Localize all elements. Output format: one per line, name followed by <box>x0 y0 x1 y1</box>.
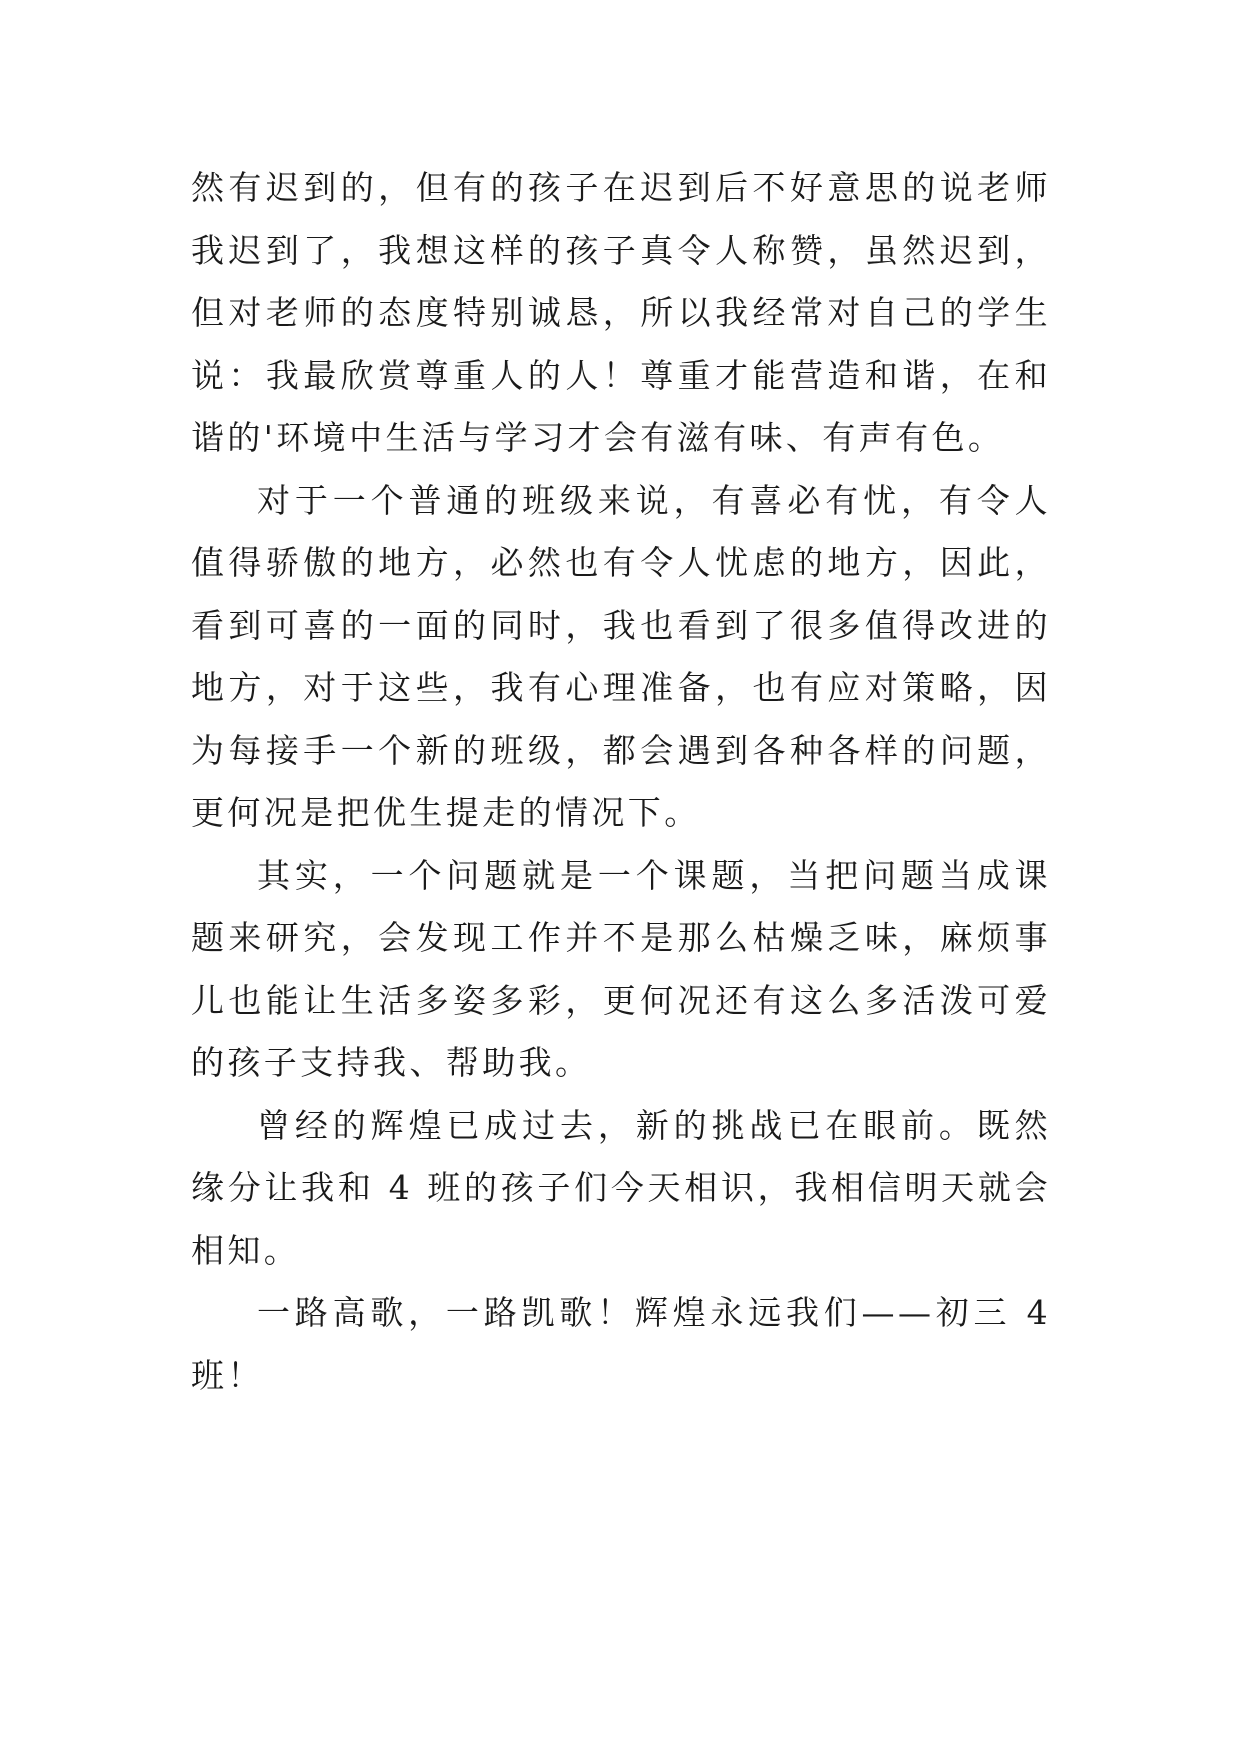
document-body <box>191 157 1051 1407</box>
paragraph-continuation: 然有迟到的，但有的孩子在迟到后不好意思的说老师我迟到了，我想这样的孩子真令人称赞，虽然迟到，但对老师的态度特别诚恳，所以我经常对自己的学生说：我最欣赏尊重人的人！尊重才能营造和谐，在和谐的'环境中生活与学习才会有滋有味、有声有色。 <box>191 168 1051 457</box>
paragraph-new-challenge: 曾经的辉煌已成过去，新的挑战已在眼前。既然缘分让我和 4 班的孩子们今天相识，我相信明天就会相知。 <box>191 1105 1051 1270</box>
paragraph-class-challenges: 对于一个普通的班级来说，有喜必有忧，有令人值得骄傲的地方，必然也有令人忧虑的地方，因此，看到可喜的一面的同时，我也看到了很多值得改进的地方，对于这些，我有心理准备，也有应对策略，因为每接手一个新的班级，都会遇到各种各样的问题，更何况是把优生提走的情况下。 <box>191 480 1051 832</box>
paragraph-problems-as-topics: 其实，一个问题就是一个课题，当把问题当成课题来研究，会发现工作并不是那么枯燥乏味，麻烦事儿也能让生活多姿多彩，更何况还有这么多活泼可爱的孩子支持我、帮助我。 <box>191 855 1051 1082</box>
paragraph-closing-slogan: 一路高歌，一路凯歌！辉煌永远我们——初三 4 班！ <box>191 1293 1051 1395</box>
